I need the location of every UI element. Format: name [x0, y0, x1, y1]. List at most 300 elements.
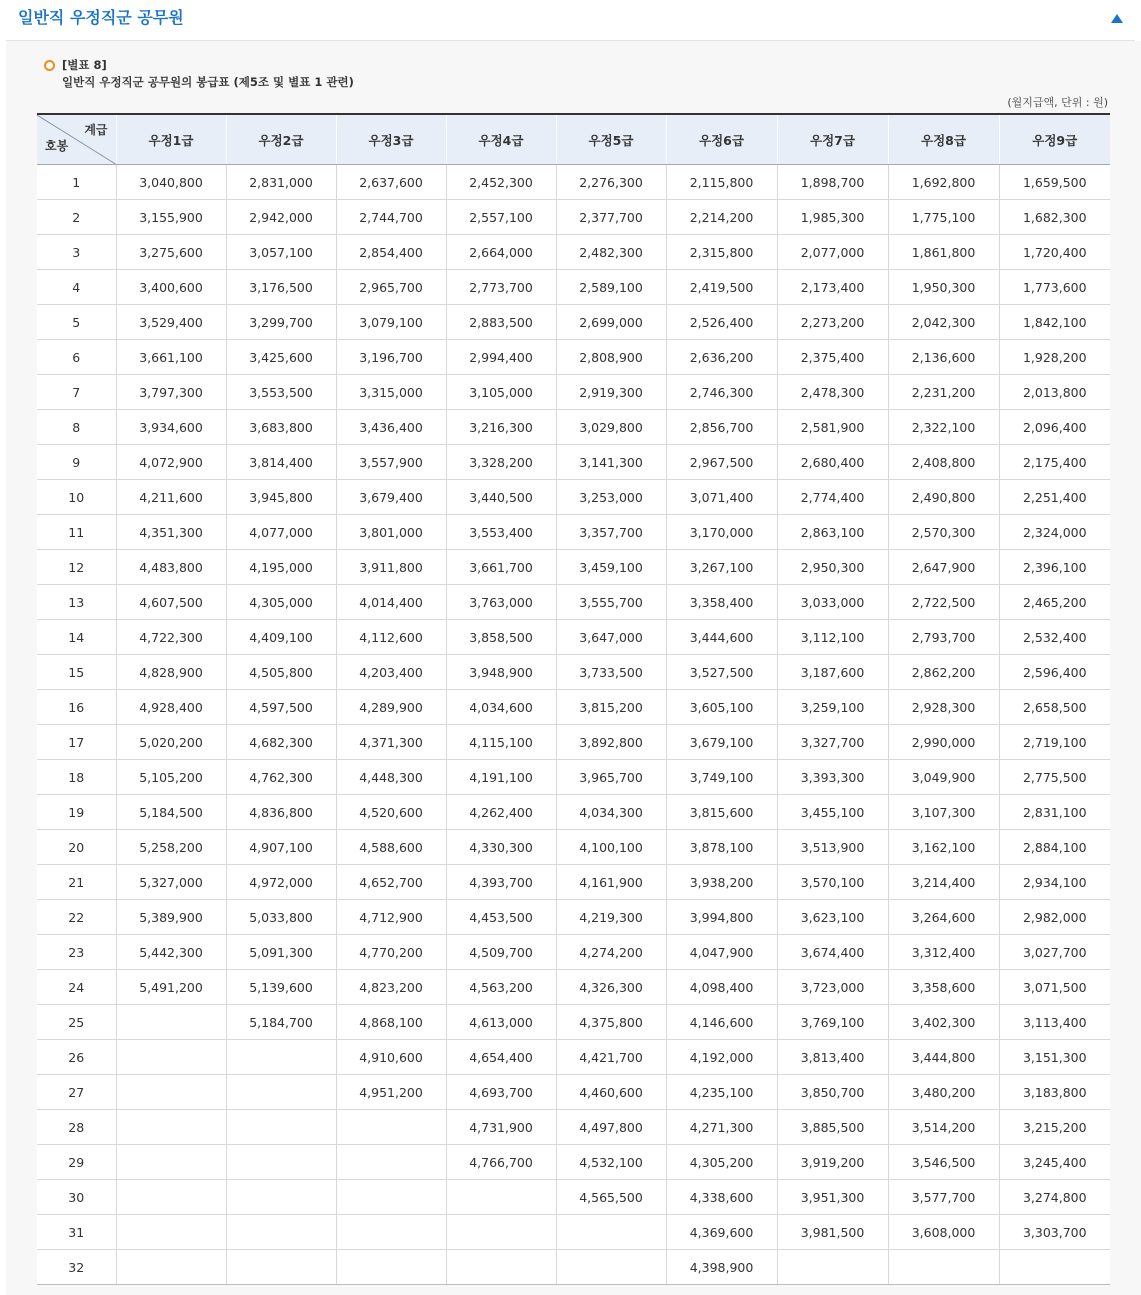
step-cell: 14 — [37, 620, 116, 655]
salary-cell: 3,455,100 — [777, 795, 888, 830]
salary-cell — [777, 1250, 888, 1285]
table-row — [37, 1145, 1110, 1180]
salary-cell — [888, 1250, 999, 1285]
salary-cell: 3,358,600 — [888, 970, 999, 1005]
step-cell: 32 — [37, 1250, 116, 1285]
salary-cell: 3,151,300 — [999, 1040, 1110, 1075]
column-header: 우정2급 — [226, 114, 336, 165]
salary-cell: 4,034,300 — [556, 795, 666, 830]
table-ref: [별표 8] — [62, 58, 107, 72]
salary-cell: 4,330,300 — [446, 830, 556, 865]
salary-cell: 3,253,000 — [556, 480, 666, 515]
salary-cell: 3,029,800 — [556, 410, 666, 445]
salary-cell: 3,299,700 — [226, 305, 336, 340]
salary-cell: 4,693,700 — [446, 1075, 556, 1110]
step-cell: 26 — [37, 1040, 116, 1075]
salary-cell: 2,408,800 — [888, 445, 999, 480]
salary-cell: 4,211,600 — [116, 480, 226, 515]
salary-cell: 3,674,400 — [777, 935, 888, 970]
salary-cell: 2,490,800 — [888, 480, 999, 515]
salary-cell: 1,773,600 — [999, 270, 1110, 305]
salary-cell: 3,994,800 — [666, 900, 777, 935]
salary-cell: 3,459,100 — [556, 550, 666, 585]
table-row — [37, 1110, 1110, 1145]
step-cell: 2 — [37, 200, 116, 235]
step-cell: 17 — [37, 725, 116, 760]
salary-cell — [116, 1250, 226, 1285]
salary-cell: 2,854,400 — [336, 235, 446, 270]
salary-cell: 4,565,500 — [556, 1180, 666, 1215]
salary-cell: 3,071,500 — [999, 970, 1110, 1005]
salary-cell: 5,033,800 — [226, 900, 336, 935]
step-cell: 27 — [37, 1075, 116, 1110]
salary-cell — [556, 1215, 666, 1250]
salary-cell: 2,214,200 — [666, 200, 777, 235]
salary-cell: 2,647,900 — [888, 550, 999, 585]
salary-cell: 5,139,600 — [226, 970, 336, 1005]
salary-cell: 2,990,000 — [888, 725, 999, 760]
salary-cell: 3,303,700 — [999, 1215, 1110, 1250]
salary-cell: 3,216,300 — [446, 410, 556, 445]
step-cell: 4 — [37, 270, 116, 305]
salary-cell: 3,965,700 — [556, 760, 666, 795]
step-cell: 5 — [37, 305, 116, 340]
table-row — [37, 515, 1110, 550]
salary-cell: 3,814,400 — [226, 445, 336, 480]
salary-cell: 4,588,600 — [336, 830, 446, 865]
salary-cell: 4,563,200 — [446, 970, 556, 1005]
table-row — [37, 1215, 1110, 1250]
salary-cell: 4,271,300 — [666, 1110, 777, 1145]
table-row — [37, 1075, 1110, 1110]
salary-cell: 3,440,500 — [446, 480, 556, 515]
table-row — [37, 165, 1110, 200]
salary-cell: 4,654,400 — [446, 1040, 556, 1075]
salary-cell: 3,723,000 — [777, 970, 888, 1005]
salary-cell — [116, 1075, 226, 1110]
salary-cell: 5,105,200 — [116, 760, 226, 795]
salary-cell: 2,276,300 — [556, 165, 666, 200]
salary-cell — [336, 1180, 446, 1215]
salary-cell: 1,659,500 — [999, 165, 1110, 200]
step-cell: 8 — [37, 410, 116, 445]
salary-cell: 4,161,900 — [556, 865, 666, 900]
salary-cell: 4,907,100 — [226, 830, 336, 865]
salary-cell: 4,460,600 — [556, 1075, 666, 1110]
salary-cell: 3,763,000 — [446, 585, 556, 620]
salary-cell: 4,077,000 — [226, 515, 336, 550]
salary-cell: 3,553,500 — [226, 375, 336, 410]
step-cell: 18 — [37, 760, 116, 795]
salary-cell: 3,850,700 — [777, 1075, 888, 1110]
corner-header-cell — [37, 114, 116, 165]
step-cell: 21 — [37, 865, 116, 900]
salary-cell: 3,400,600 — [116, 270, 226, 305]
salary-cell: 4,951,200 — [336, 1075, 446, 1110]
step-cell: 6 — [37, 340, 116, 375]
salary-cell: 3,259,100 — [777, 690, 888, 725]
salary-cell: 3,196,700 — [336, 340, 446, 375]
salary-cell: 4,722,300 — [116, 620, 226, 655]
salary-cell: 2,965,700 — [336, 270, 446, 305]
salary-cell: 2,883,500 — [446, 305, 556, 340]
salary-cell: 4,274,200 — [556, 935, 666, 970]
step-cell: 12 — [37, 550, 116, 585]
salary-cell: 3,683,800 — [226, 410, 336, 445]
salary-cell: 1,898,700 — [777, 165, 888, 200]
step-cell: 1 — [37, 165, 116, 200]
salary-cell: 3,885,500 — [777, 1110, 888, 1145]
salary-cell: 3,679,400 — [336, 480, 446, 515]
salary-cell: 3,071,400 — [666, 480, 777, 515]
salary-cell: 2,928,300 — [888, 690, 999, 725]
table-row — [37, 900, 1110, 935]
salary-cell: 2,315,800 — [666, 235, 777, 270]
salary-cell: 4,836,800 — [226, 795, 336, 830]
salary-cell: 2,950,300 — [777, 550, 888, 585]
column-header: 우정3급 — [336, 114, 446, 165]
salary-cell: 3,878,100 — [666, 830, 777, 865]
salary-cell: 3,267,100 — [666, 550, 777, 585]
step-cell: 10 — [37, 480, 116, 515]
table-header-row — [37, 114, 1110, 165]
salary-cell: 4,409,100 — [226, 620, 336, 655]
table-row — [37, 655, 1110, 690]
salary-cell: 2,231,200 — [888, 375, 999, 410]
salary-cell: 2,251,400 — [999, 480, 1110, 515]
section-title: 일반직 우정직군 공무원 — [18, 8, 184, 27]
salary-cell: 2,589,100 — [556, 270, 666, 305]
salary-cell — [226, 1040, 336, 1075]
salary-cell: 3,934,600 — [116, 410, 226, 445]
salary-cell: 3,393,300 — [777, 760, 888, 795]
salary-cell: 3,155,900 — [116, 200, 226, 235]
salary-cell: 4,371,300 — [336, 725, 446, 760]
salary-cell: 2,096,400 — [999, 410, 1110, 445]
salary-cell: 3,327,700 — [777, 725, 888, 760]
salary-cell: 2,115,800 — [666, 165, 777, 200]
salary-cell: 3,555,700 — [556, 585, 666, 620]
salary-cell: 3,215,200 — [999, 1110, 1110, 1145]
salary-cell: 3,570,100 — [777, 865, 888, 900]
salary-cell: 3,105,000 — [446, 375, 556, 410]
step-cell: 11 — [37, 515, 116, 550]
salary-cell: 4,326,300 — [556, 970, 666, 1005]
salary-cell: 3,815,200 — [556, 690, 666, 725]
table-row — [37, 340, 1110, 375]
salary-cell: 3,945,800 — [226, 480, 336, 515]
column-header: 우정8급 — [888, 114, 999, 165]
salary-cell: 3,057,100 — [226, 235, 336, 270]
salary-cell: 4,262,400 — [446, 795, 556, 830]
salary-cell — [226, 1250, 336, 1285]
salary-cell: 4,338,600 — [666, 1180, 777, 1215]
salary-cell: 3,162,100 — [888, 830, 999, 865]
step-cell: 16 — [37, 690, 116, 725]
salary-cell: 2,967,500 — [666, 445, 777, 480]
table-row — [37, 1040, 1110, 1075]
salary-cell: 4,828,900 — [116, 655, 226, 690]
salary-cell: 2,175,400 — [999, 445, 1110, 480]
salary-cell: 4,034,600 — [446, 690, 556, 725]
table-row — [37, 935, 1110, 970]
step-cell: 29 — [37, 1145, 116, 1180]
salary-cell — [226, 1180, 336, 1215]
salary-cell: 4,203,400 — [336, 655, 446, 690]
step-cell: 30 — [37, 1180, 116, 1215]
salary-cell: 3,176,500 — [226, 270, 336, 305]
step-cell: 31 — [37, 1215, 116, 1250]
salary-cell: 2,699,000 — [556, 305, 666, 340]
salary-cell: 4,762,300 — [226, 760, 336, 795]
salary-cell: 3,546,500 — [888, 1145, 999, 1180]
salary-cell: 4,766,700 — [446, 1145, 556, 1180]
salary-cell: 4,532,100 — [556, 1145, 666, 1180]
salary-cell: 2,793,700 — [888, 620, 999, 655]
step-cell: 25 — [37, 1005, 116, 1040]
salary-cell: 2,774,400 — [777, 480, 888, 515]
salary-cell: 3,328,200 — [446, 445, 556, 480]
salary-cell: 3,425,600 — [226, 340, 336, 375]
column-header: 우정4급 — [446, 114, 556, 165]
salary-cell: 2,919,300 — [556, 375, 666, 410]
salary-cell: 2,581,900 — [777, 410, 888, 445]
salary-cell: 2,136,600 — [888, 340, 999, 375]
salary-cell: 2,532,400 — [999, 620, 1110, 655]
step-cell: 20 — [37, 830, 116, 865]
salary-cell: 5,327,000 — [116, 865, 226, 900]
salary-cell: 1,775,100 — [888, 200, 999, 235]
salary-cell: 4,712,900 — [336, 900, 446, 935]
salary-cell: 3,661,700 — [446, 550, 556, 585]
salary-cell: 4,112,600 — [336, 620, 446, 655]
salary-cell: 3,679,100 — [666, 725, 777, 760]
table-row — [37, 1005, 1110, 1040]
unit-note: (월지급액, 단위 : 원) — [1007, 96, 1108, 109]
salary-cell: 5,258,200 — [116, 830, 226, 865]
salary-cell — [116, 1145, 226, 1180]
salary-cell: 5,389,900 — [116, 900, 226, 935]
table-row — [37, 585, 1110, 620]
salary-cell: 2,042,300 — [888, 305, 999, 340]
salary-cell: 1,720,400 — [999, 235, 1110, 270]
salary-cell: 4,305,000 — [226, 585, 336, 620]
salary-cell — [336, 1110, 446, 1145]
salary-cell: 3,444,800 — [888, 1040, 999, 1075]
salary-cell: 4,369,600 — [666, 1215, 777, 1250]
salary-cell: 2,719,100 — [999, 725, 1110, 760]
salary-cell: 2,570,300 — [888, 515, 999, 550]
table-row — [37, 235, 1110, 270]
salary-cell: 4,072,900 — [116, 445, 226, 480]
salary-cell: 3,040,800 — [116, 165, 226, 200]
salary-cell: 1,985,300 — [777, 200, 888, 235]
salary-cell: 3,527,500 — [666, 655, 777, 690]
salary-cell: 2,808,900 — [556, 340, 666, 375]
salary-cell: 2,273,200 — [777, 305, 888, 340]
salary-cell: 2,636,200 — [666, 340, 777, 375]
salary-cell: 4,098,400 — [666, 970, 777, 1005]
salary-cell: 4,375,800 — [556, 1005, 666, 1040]
column-header: 우정9급 — [999, 114, 1110, 165]
step-cell: 19 — [37, 795, 116, 830]
salary-cell: 5,184,500 — [116, 795, 226, 830]
salary-cell: 3,357,700 — [556, 515, 666, 550]
salary-cell: 3,749,100 — [666, 760, 777, 795]
salary-cell: 4,115,100 — [446, 725, 556, 760]
salary-cell: 4,509,700 — [446, 935, 556, 970]
salary-cell: 2,982,000 — [999, 900, 1110, 935]
salary-cell — [226, 1215, 336, 1250]
salary-cell: 3,170,000 — [666, 515, 777, 550]
salary-cell: 3,647,000 — [556, 620, 666, 655]
table-row — [37, 795, 1110, 830]
salary-cell — [999, 1250, 1110, 1285]
salary-cell: 1,842,100 — [999, 305, 1110, 340]
salary-cell: 2,173,400 — [777, 270, 888, 305]
salary-cell: 3,892,800 — [556, 725, 666, 760]
table-row — [37, 270, 1110, 305]
salary-cell: 2,746,300 — [666, 375, 777, 410]
salary-cell — [116, 1110, 226, 1145]
salary-cell: 4,305,200 — [666, 1145, 777, 1180]
salary-cell: 2,680,400 — [777, 445, 888, 480]
salary-cell: 3,948,900 — [446, 655, 556, 690]
column-header: 우정7급 — [777, 114, 888, 165]
table-row — [37, 550, 1110, 585]
salary-cell — [116, 1215, 226, 1250]
salary-cell: 2,775,500 — [999, 760, 1110, 795]
table-title: 일반직 우정직군 공무원의 봉급표 (제5조 및 별표 1 관련) — [62, 75, 354, 89]
step-cell: 24 — [37, 970, 116, 1005]
salary-cell: 3,513,900 — [777, 830, 888, 865]
salary-cell — [226, 1145, 336, 1180]
salary-cell: 2,863,100 — [777, 515, 888, 550]
salary-cell: 4,770,200 — [336, 935, 446, 970]
salary-cell: 3,141,300 — [556, 445, 666, 480]
salary-cell: 4,398,900 — [666, 1250, 777, 1285]
salary-cell: 2,377,700 — [556, 200, 666, 235]
circle-bullet-icon — [44, 60, 55, 71]
content-panel — [6, 41, 1141, 1295]
salary-cell: 4,235,100 — [666, 1075, 777, 1110]
salary-cell: 2,324,000 — [999, 515, 1110, 550]
step-cell: 28 — [37, 1110, 116, 1145]
salary-cell: 5,020,200 — [116, 725, 226, 760]
salary-cell: 4,195,000 — [226, 550, 336, 585]
salary-cell: 4,351,300 — [116, 515, 226, 550]
salary-cell: 2,482,300 — [556, 235, 666, 270]
salary-cell: 3,480,200 — [888, 1075, 999, 1110]
salary-cell: 5,491,200 — [116, 970, 226, 1005]
salary-cell: 3,858,500 — [446, 620, 556, 655]
salary-cell: 4,972,000 — [226, 865, 336, 900]
salary-cell: 4,421,700 — [556, 1040, 666, 1075]
salary-cell: 4,497,800 — [556, 1110, 666, 1145]
salary-cell: 3,608,000 — [888, 1215, 999, 1250]
table-row — [37, 375, 1110, 410]
salary-cell: 2,478,300 — [777, 375, 888, 410]
salary-cell: 5,184,700 — [226, 1005, 336, 1040]
salary-cell: 4,868,100 — [336, 1005, 446, 1040]
salary-cell: 3,107,300 — [888, 795, 999, 830]
salary-cell: 3,938,200 — [666, 865, 777, 900]
salary-cell: 3,733,500 — [556, 655, 666, 690]
salary-cell: 3,605,100 — [666, 690, 777, 725]
table-row — [37, 970, 1110, 1005]
salary-cell: 4,192,000 — [666, 1040, 777, 1075]
salary-cell: 3,911,800 — [336, 550, 446, 585]
salary-cell: 4,448,300 — [336, 760, 446, 795]
salary-cell: 2,856,700 — [666, 410, 777, 445]
salary-cell: 4,047,900 — [666, 935, 777, 970]
salary-cell: 3,312,400 — [888, 935, 999, 970]
salary-cell: 3,981,500 — [777, 1215, 888, 1250]
salary-cell: 2,637,600 — [336, 165, 446, 200]
salary-cell — [116, 1040, 226, 1075]
salary-cell — [446, 1180, 556, 1215]
salary-cell: 3,274,800 — [999, 1180, 1110, 1215]
salary-cell: 1,682,300 — [999, 200, 1110, 235]
table-row — [37, 865, 1110, 900]
salary-cell: 4,520,600 — [336, 795, 446, 830]
salary-cell: 3,187,600 — [777, 655, 888, 690]
salary-cell: 3,245,400 — [999, 1145, 1110, 1180]
salary-cell: 2,419,500 — [666, 270, 777, 305]
salary-cell: 3,027,700 — [999, 935, 1110, 970]
salary-cell: 2,722,500 — [888, 585, 999, 620]
salary-cell: 2,557,100 — [446, 200, 556, 235]
table-row — [37, 690, 1110, 725]
salary-cell: 3,797,300 — [116, 375, 226, 410]
salary-cell: 3,315,000 — [336, 375, 446, 410]
salary-cell — [116, 1005, 226, 1040]
salary-cell: 2,013,800 — [999, 375, 1110, 410]
salary-cell: 3,183,800 — [999, 1075, 1110, 1110]
step-cell: 22 — [37, 900, 116, 935]
collapse-arrow-icon[interactable] — [1111, 14, 1123, 23]
salary-cell: 3,529,400 — [116, 305, 226, 340]
salary-cell: 4,928,400 — [116, 690, 226, 725]
salary-cell: 4,823,200 — [336, 970, 446, 1005]
table-row — [37, 725, 1110, 760]
salary-cell: 3,444,600 — [666, 620, 777, 655]
salary-cell: 2,664,000 — [446, 235, 556, 270]
step-cell: 9 — [37, 445, 116, 480]
salary-cell: 4,100,100 — [556, 830, 666, 865]
salary-cell: 2,658,500 — [999, 690, 1110, 725]
salary-cell: 2,375,400 — [777, 340, 888, 375]
table-row — [37, 410, 1110, 445]
table-row — [37, 1180, 1110, 1215]
salary-cell: 4,607,500 — [116, 585, 226, 620]
section-header — [6, 0, 1135, 41]
salary-cell: 4,191,100 — [446, 760, 556, 795]
salary-cell: 1,950,300 — [888, 270, 999, 305]
salary-cell: 3,623,100 — [777, 900, 888, 935]
salary-cell: 3,402,300 — [888, 1005, 999, 1040]
salary-cell: 2,322,100 — [888, 410, 999, 445]
salary-cell: 3,951,300 — [777, 1180, 888, 1215]
salary-cell: 3,113,400 — [999, 1005, 1110, 1040]
table-row — [37, 830, 1110, 865]
salary-cell: 5,442,300 — [116, 935, 226, 970]
salary-cell — [226, 1075, 336, 1110]
salary-cell: 3,112,100 — [777, 620, 888, 655]
salary-cell: 4,483,800 — [116, 550, 226, 585]
salary-cell: 3,049,900 — [888, 760, 999, 795]
corner-label-step: 호봉 — [45, 139, 69, 153]
